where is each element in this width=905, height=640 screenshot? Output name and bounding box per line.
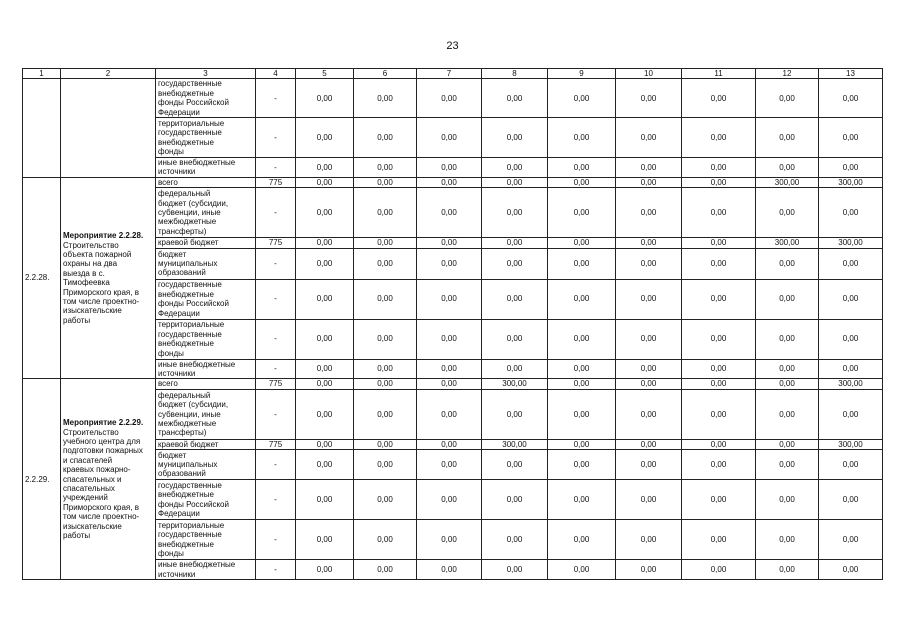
value-cell: 0,00 [417,238,482,248]
value-cell: 0,00 [616,560,682,580]
funding-source-line: государственные [158,480,222,490]
funding-source-line: фонды Российской [158,98,229,108]
value-cell: 0,00 [548,480,616,520]
value-cell: 0,00 [548,177,616,187]
value-cell: 0,00 [548,238,616,248]
funding-source-line: иные внебюджетные [158,158,236,168]
value-cell: 300,00 [819,439,883,449]
value-cell: 0,00 [682,389,756,439]
value-cell: 0,00 [482,319,548,359]
value-cell: 0,00 [296,359,354,379]
value-cell: 0,00 [682,450,756,480]
table-row [23,177,883,187]
value-cell: 0,00 [548,359,616,379]
value-cell: 0,00 [354,450,417,480]
funding-source-line: фонды [158,348,184,358]
value-cell: 300,00 [482,379,548,389]
funding-source-cell [156,79,256,118]
value-cell: 0,00 [417,177,482,187]
value-cell: 0,00 [354,379,417,389]
measure-description-line: спасательных и [63,474,122,484]
value-cell: 0,00 [756,248,819,279]
value-cell: 0,00 [756,279,819,319]
code-cell: - [256,520,296,560]
value-cell: 0,00 [296,79,354,118]
column-number: 4 [256,69,296,79]
value-cell: 0,00 [682,480,756,520]
funding-source-line: государственные [158,79,222,89]
funding-source-line: Федерации [158,509,200,519]
funding-source-line: источники [158,369,196,379]
value-cell: 0,00 [417,118,482,158]
value-cell: 0,00 [482,359,548,379]
table-row [23,79,883,118]
value-cell: 0,00 [296,118,354,158]
page-number: 23 [446,40,459,52]
value-cell: 0,00 [756,480,819,520]
column-number: 6 [354,69,417,79]
value-cell: 0,00 [616,389,682,439]
value-cell: 0,00 [296,238,354,248]
value-cell: 0,00 [417,450,482,480]
value-cell: 0,00 [296,319,354,359]
funding-source-line: федеральный [158,390,211,400]
column-number: 8 [482,69,548,79]
value-cell: 0,00 [616,480,682,520]
column-number: 2 [61,69,156,79]
funding-source-line: муниципальных [158,460,218,470]
value-cell: 0,00 [682,560,756,580]
measure-description-line: Приморского края, в [63,502,139,512]
funding-source-line: государственные [158,280,222,290]
value-cell: 0,00 [354,248,417,279]
funding-source-line: государственные [158,530,222,540]
value-cell: 0,00 [682,79,756,118]
measure-description-line: Строительство [63,240,119,250]
value-cell: 0,00 [616,177,682,187]
funding-source-cell [156,158,256,178]
value-cell: 0,00 [819,79,883,118]
value-cell: 0,00 [482,248,548,279]
value-cell: 0,00 [417,319,482,359]
code-cell: - [256,359,296,379]
value-cell: 300,00 [819,177,883,187]
value-cell: 0,00 [819,450,883,480]
value-cell: 0,00 [296,450,354,480]
funding-source-line: трансферты) [158,428,207,438]
value-cell: 0,00 [296,439,354,449]
value-cell: 0,00 [417,520,482,560]
funding-source-line: межбюджетные [158,419,217,429]
value-cell: 0,00 [482,118,548,158]
value-cell: 0,00 [756,389,819,439]
value-cell: 0,00 [296,279,354,319]
value-cell: 0,00 [819,560,883,580]
measure-description-line: изыскательские [63,521,122,531]
table-body [23,69,883,580]
value-cell: 0,00 [616,439,682,449]
measure-description-line: том числе проектно- [63,296,140,306]
code-cell: - [256,118,296,158]
column-number: 12 [756,69,819,79]
value-cell: 0,00 [417,188,482,238]
value-cell: 0,00 [482,238,548,248]
code-cell: - [256,450,296,480]
measure-description-line: подготовки пожарных [63,446,143,456]
measure-name-cell [61,379,156,580]
value-cell: 0,00 [548,279,616,319]
measure-index: 2.2.29. [23,379,61,580]
funding-source-cell [156,279,256,319]
value-cell: 0,00 [548,319,616,359]
funding-source-line: фонды [158,146,184,156]
value-cell: 0,00 [616,79,682,118]
value-cell: 0,00 [482,79,548,118]
value-cell: 0,00 [482,560,548,580]
funding-source-cell [156,248,256,279]
measure-description-line: Строительство [63,427,119,437]
measure-title: Мероприятие 2.2.28. [63,231,144,241]
value-cell: 0,00 [756,359,819,379]
value-cell: 0,00 [756,379,819,389]
value-cell: 0,00 [819,319,883,359]
value-cell: 300,00 [756,177,819,187]
funding-source-line: бюджет [158,450,187,460]
value-cell: 0,00 [296,520,354,560]
funding-source-line: внебюджетные [158,137,214,147]
value-cell: 0,00 [756,158,819,178]
value-cell: 0,00 [682,319,756,359]
funding-source-line: внебюджетные [158,490,214,500]
measure-name-cell [61,177,156,379]
index-cell [23,79,61,177]
value-cell: 0,00 [616,279,682,319]
value-cell: 0,00 [756,560,819,580]
column-number: 13 [819,69,883,79]
funding-source-line: муниципальных [158,258,218,268]
code-cell: - [256,319,296,359]
value-cell: 0,00 [682,520,756,560]
funding-source-cell: краевой бюджет [156,238,256,248]
column-number: 1 [23,69,61,79]
funding-source-line: бюджет (субсидии, [158,400,229,410]
measure-description-line: краевых пожарно- [63,465,131,475]
funding-source-cell: краевой бюджет [156,439,256,449]
code-cell: - [256,480,296,520]
value-cell: 300,00 [482,439,548,449]
value-cell: 0,00 [756,520,819,560]
value-cell: 0,00 [819,389,883,439]
value-cell: 0,00 [417,439,482,449]
funding-source-line: государственные [158,329,222,339]
value-cell: 0,00 [417,480,482,520]
value-cell: 0,00 [417,560,482,580]
measure-description-line: том числе проектно- [63,512,140,522]
value-cell: 0,00 [819,359,883,379]
funding-source-cell [156,560,256,580]
funding-source-cell [156,118,256,158]
value-cell: 0,00 [482,520,548,560]
code-cell: - [256,389,296,439]
funding-source-line: внебюджетные [158,539,214,549]
value-cell: 0,00 [482,158,548,178]
value-cell: 0,00 [756,118,819,158]
funding-source-line: территориальные [158,118,225,128]
value-cell: 0,00 [296,379,354,389]
value-cell: 0,00 [354,238,417,248]
value-cell: 0,00 [616,188,682,238]
value-cell: 0,00 [482,480,548,520]
funding-source-cell [156,319,256,359]
code-cell: - [256,248,296,279]
funding-source-line: территориальные [158,320,225,330]
funding-source-cell [156,450,256,480]
value-cell: 0,00 [354,389,417,439]
value-cell: 0,00 [482,450,548,480]
value-cell: 0,00 [354,158,417,178]
value-cell: 0,00 [354,118,417,158]
code-cell: - [256,560,296,580]
column-number: 3 [156,69,256,79]
value-cell: 0,00 [616,248,682,279]
value-cell: 0,00 [548,379,616,389]
value-cell: 0,00 [417,379,482,389]
value-cell: 0,00 [819,158,883,178]
funding-source-line: федеральный [158,189,211,199]
measure-description-line: охраны на два [63,259,118,269]
measure-description-line: изыскательские [63,306,122,316]
value-cell: 0,00 [682,118,756,158]
funding-source-line: Федерации [158,308,200,318]
value-cell: 0,00 [682,158,756,178]
budget-table [22,68,883,580]
value-cell: 0,00 [682,238,756,248]
measure-description-line: и спасателей [63,455,113,465]
value-cell: 0,00 [819,248,883,279]
code-cell: 775 [256,439,296,449]
table-row [23,379,883,389]
funding-source-line: трансферты) [158,226,207,236]
value-cell: 0,00 [417,389,482,439]
measure-description-line: спасательных [63,483,115,493]
value-cell: 0,00 [616,520,682,560]
funding-source-line: субвенции, иные [158,208,221,218]
code-cell: 775 [256,379,296,389]
value-cell: 0,00 [682,359,756,379]
measure-title: Мероприятие 2.2.29. [63,418,144,428]
value-cell: 0,00 [548,188,616,238]
funding-source-cell [156,359,256,379]
value-cell: 0,00 [417,279,482,319]
funding-source-line: образований [158,268,206,278]
value-cell: 0,00 [296,560,354,580]
funding-source-cell: всего [156,177,256,187]
value-cell: 0,00 [296,177,354,187]
value-cell: 0,00 [682,177,756,187]
funding-source-line: государственные [158,128,222,138]
value-cell: 0,00 [548,450,616,480]
funding-source-line: фонды Российской [158,299,229,309]
measure-description-line: учреждений [63,493,108,503]
code-cell: - [256,188,296,238]
funding-source-line: бюджет [158,249,187,259]
value-cell: 0,00 [482,279,548,319]
code-cell: - [256,279,296,319]
measure-description-line: учебного центра для [63,436,141,446]
value-cell: 0,00 [354,79,417,118]
value-cell: 0,00 [819,279,883,319]
measure-description-line: работы [63,315,91,325]
column-number: 5 [296,69,354,79]
value-cell: 0,00 [354,279,417,319]
funding-source-line: иные внебюджетные [158,359,236,369]
funding-source-cell [156,520,256,560]
value-cell: 300,00 [819,238,883,248]
measure-description-line: работы [63,531,91,541]
value-cell: 0,00 [482,389,548,439]
value-cell: 0,00 [682,248,756,279]
value-cell: 0,00 [417,359,482,379]
value-cell: 300,00 [756,238,819,248]
funding-source-line: внебюджетные [158,289,214,299]
value-cell: 0,00 [296,480,354,520]
value-cell: 0,00 [354,359,417,379]
value-cell: 0,00 [756,450,819,480]
value-cell: 0,00 [354,177,417,187]
value-cell: 0,00 [616,118,682,158]
measure-description-line: Тимофеевка [63,278,110,288]
funding-source-line: фонды Российской [158,499,229,509]
value-cell: 0,00 [354,319,417,359]
value-cell: 0,00 [616,379,682,389]
funding-source-line: источники [158,167,196,177]
value-cell: 0,00 [548,248,616,279]
value-cell: 0,00 [482,177,548,187]
value-cell: 0,00 [682,188,756,238]
column-number: 11 [682,69,756,79]
value-cell: 0,00 [417,79,482,118]
value-cell: 0,00 [819,520,883,560]
value-cell: 0,00 [548,560,616,580]
value-cell: 0,00 [354,188,417,238]
value-cell: 0,00 [548,520,616,560]
value-cell: 0,00 [548,118,616,158]
value-cell: 0,00 [616,319,682,359]
value-cell: 0,00 [296,158,354,178]
value-cell: 0,00 [819,188,883,238]
code-cell: 775 [256,177,296,187]
value-cell: 0,00 [354,560,417,580]
funding-source-line: бюджет (субсидии, [158,198,229,208]
value-cell: 0,00 [296,188,354,238]
value-cell: 0,00 [756,79,819,118]
measure-description-line: выезда в с. [63,268,105,278]
value-cell: 0,00 [756,319,819,359]
funding-source-cell: всего [156,379,256,389]
measure-description-line: Приморского края, в [63,287,139,297]
value-cell: 0,00 [354,439,417,449]
column-number-row [23,69,883,79]
column-number: 7 [417,69,482,79]
funding-source-line: субвенции, иные [158,409,221,419]
value-cell: 300,00 [819,379,883,389]
measure-index: 2.2.28. [23,177,61,379]
column-number: 9 [548,69,616,79]
measure-name-cell [61,79,156,177]
value-cell: 0,00 [616,450,682,480]
code-cell: 775 [256,238,296,248]
funding-source-cell [156,480,256,520]
measure-description-line: объекта пожарной [63,249,132,259]
value-cell: 0,00 [354,520,417,560]
funding-source-line: Федерации [158,107,200,117]
value-cell: 0,00 [548,389,616,439]
code-cell: - [256,158,296,178]
value-cell: 0,00 [548,439,616,449]
funding-source-cell [156,389,256,439]
value-cell: 0,00 [616,158,682,178]
value-cell: 0,00 [682,279,756,319]
value-cell: 0,00 [296,389,354,439]
value-cell: 0,00 [548,79,616,118]
funding-source-line: внебюджетные [158,88,214,98]
value-cell: 0,00 [417,248,482,279]
funding-source-cell [156,188,256,238]
value-cell: 0,00 [682,439,756,449]
funding-source-line: иные внебюджетные [158,560,236,570]
value-cell: 0,00 [616,359,682,379]
funding-source-line: фонды [158,549,184,559]
value-cell: 0,00 [756,188,819,238]
funding-source-line: образований [158,469,206,479]
value-cell: 0,00 [616,238,682,248]
value-cell: 0,00 [417,158,482,178]
value-cell: 0,00 [819,480,883,520]
column-number: 10 [616,69,682,79]
value-cell: 0,00 [548,158,616,178]
funding-source-line: территориальные [158,520,225,530]
value-cell: 0,00 [482,188,548,238]
value-cell: 0,00 [682,379,756,389]
value-cell: 0,00 [819,118,883,158]
value-cell: 0,00 [296,248,354,279]
funding-source-line: внебюджетные [158,339,214,349]
code-cell: - [256,79,296,118]
funding-source-line: межбюджетные [158,217,217,227]
funding-source-line: источники [158,569,196,579]
value-cell: 0,00 [756,439,819,449]
value-cell: 0,00 [354,480,417,520]
